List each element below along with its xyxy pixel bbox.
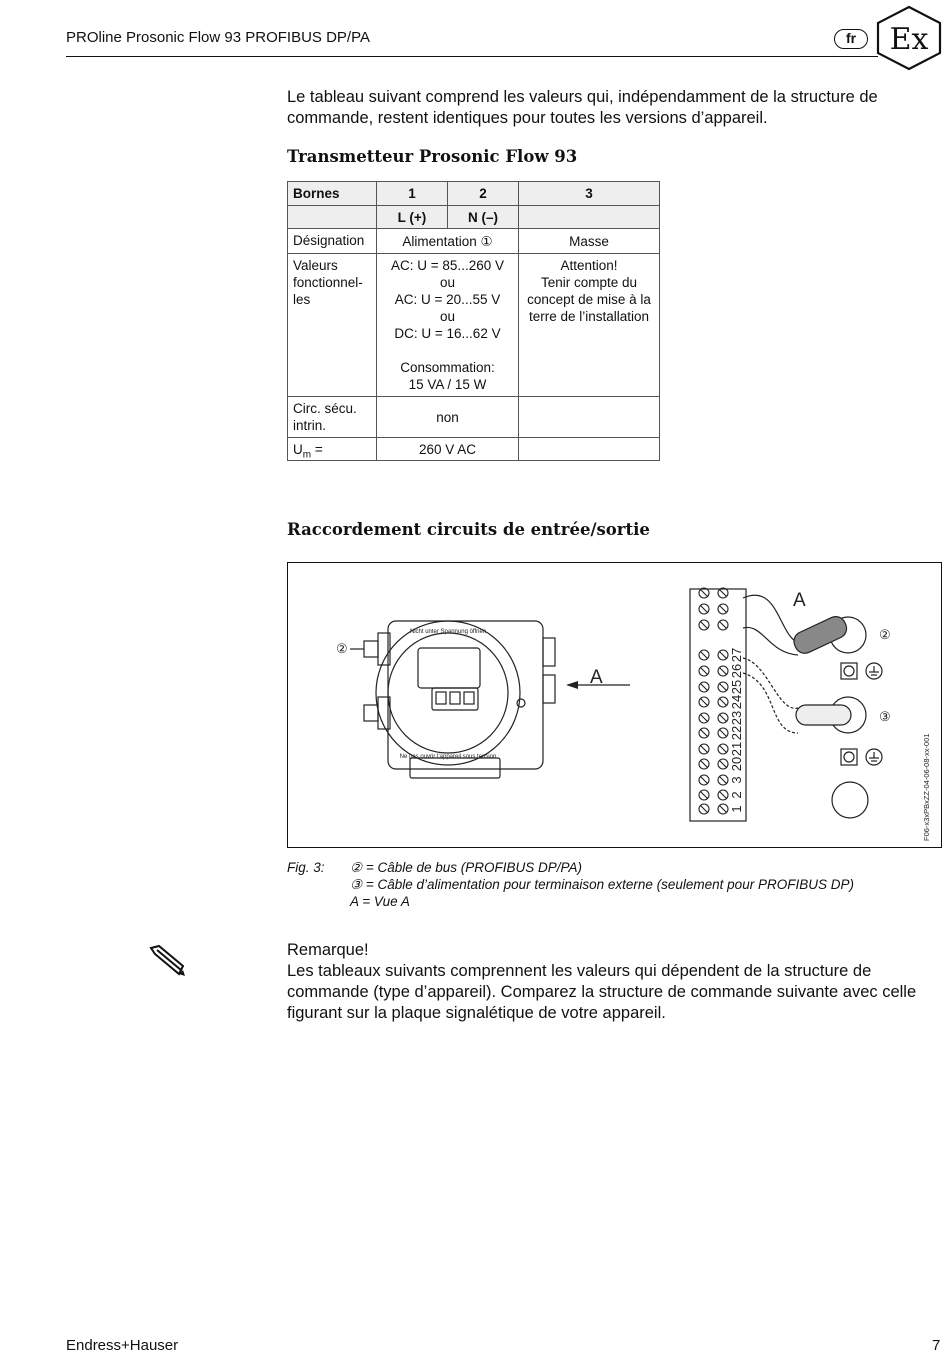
cell-values-power	[376, 253, 519, 397]
terminal-screw-slot	[720, 806, 727, 813]
wiring-figure	[287, 562, 942, 848]
terminal-number: 20	[729, 756, 744, 772]
terminal-screw-slot	[701, 622, 708, 629]
terminal-screw-slot	[720, 590, 727, 597]
terminal-screw-slot	[720, 792, 727, 799]
pencil-note-icon	[147, 944, 187, 983]
consumption-line: Consommation:	[400, 360, 495, 375]
th-l-plus: L (+)	[376, 205, 448, 229]
terminal-screw-slot	[701, 777, 708, 784]
voltage-line: DC: U = 16...62 V	[394, 326, 501, 341]
terminal-screw-slot	[720, 622, 727, 629]
callout-2-left: ②	[336, 641, 348, 656]
terminal-number: 22	[729, 725, 744, 741]
th-bornes: Bornes	[287, 181, 377, 206]
voltage-line: ou	[439, 275, 456, 290]
terminal-screw-slot	[701, 806, 708, 813]
th-n-minus: N (–)	[447, 205, 519, 229]
intro-paragraph: Le tableau suivant comprend les valeurs qui, indépendamment de la structure de commande, restent identiques pour toutes les versions d’appareil.	[287, 88, 878, 127]
blind-plug	[832, 782, 868, 818]
terminal-screw-slot	[720, 699, 727, 706]
figure-code: F06-x3xPBxZZ-04-06-08-xx-001	[922, 733, 931, 841]
terminal-screw-slot	[701, 792, 708, 799]
terminal-screw-slot	[701, 606, 708, 613]
terminal-number: 21	[729, 741, 744, 757]
cable-gland-2	[791, 613, 866, 656]
cell-designation-ground: Masse	[518, 228, 660, 254]
intrinsic-label-line: intrin.	[293, 418, 327, 433]
section-title-transmitter: Transmetteur Prosonic Flow 93	[287, 147, 578, 166]
terminal-screw-slot	[720, 684, 727, 691]
terminal-number: 23	[729, 710, 744, 726]
intrinsic-label-line: Circ. sécu.	[293, 401, 357, 416]
terminal-screw-slot	[701, 699, 708, 706]
th-1: 1	[376, 181, 448, 206]
voltage-line: ou	[439, 309, 456, 324]
warning-line: Tenir compte du	[540, 275, 638, 290]
voltage-line: AC: U = 20...55 V	[394, 292, 501, 307]
terminal-screw-slot	[701, 746, 708, 753]
callout-2-right: ②	[879, 627, 891, 642]
callout-3: ③	[879, 709, 891, 724]
view-a-arrowhead	[566, 681, 578, 689]
voltage-line: AC: U = 85...260 V	[391, 258, 504, 273]
terminal-screw-slot	[701, 684, 708, 691]
values-label-line: les	[293, 292, 311, 307]
terminal-screw-slot	[720, 606, 727, 613]
cell-intrinsic-safety: non	[376, 396, 519, 438]
terminal-number: 25	[729, 679, 744, 695]
terminal-screws	[699, 588, 744, 814]
um-symbol: U	[293, 442, 303, 457]
ex-mark-text: Ex	[889, 22, 929, 57]
ground-terminal-1	[841, 663, 882, 679]
terminal-screw-slot	[720, 730, 727, 737]
terminal-number: 24	[729, 694, 744, 710]
row-label-um	[287, 437, 377, 461]
housing-warning-bottom: Ne pas ouvrir l’appareil sous tension	[399, 754, 497, 760]
th-empty	[287, 205, 377, 229]
terminal-number: 2	[729, 791, 744, 799]
section-title-io-connection: Raccordement circuits de entrée/sortie	[287, 520, 650, 539]
bus-cable	[743, 595, 798, 733]
terminal-screw-slot	[701, 761, 708, 768]
terminal-screw-slot	[701, 715, 708, 722]
terminal-screw-slot	[720, 761, 727, 768]
terminal-screw-slot	[701, 652, 708, 659]
terminal-screw-slot	[701, 668, 708, 675]
caption-line-power: ③ = Câble d’alimentation pour terminaison externe (seulement pour PROFIBUS DP)	[350, 877, 854, 892]
values-label-line: fonctionnel-	[293, 275, 363, 290]
consumption-line: 15 VA / 15 W	[408, 377, 487, 392]
cell-intrinsic-empty	[518, 396, 660, 438]
caption-line-bus: ② = Câble de bus (PROFIBUS DP/PA)	[350, 860, 583, 875]
warning-line: terre de l’installation	[528, 309, 650, 324]
um-equals: =	[311, 442, 323, 457]
warning-line: concept de mise à la	[527, 292, 651, 307]
terminal-screw-slot	[720, 668, 727, 675]
warning-line: Attention!	[560, 258, 618, 273]
header-divider	[66, 56, 878, 57]
terminal-number: 3	[729, 776, 744, 784]
remark-title: Remarque!	[287, 941, 369, 959]
housing-warning-top: Nicht unter Spannung öffnen	[409, 629, 487, 635]
terminal-screw-slot	[720, 777, 727, 784]
terminal-number: 27	[729, 647, 744, 663]
terminal-number: 26	[729, 663, 744, 679]
row-label-designation: Désignation	[287, 228, 377, 254]
view-a-label-left: A	[590, 667, 603, 688]
page-header-title: PROline Prosonic Flow 93 PROFIBUS DP/PA	[66, 29, 370, 46]
values-label-line: Valeurs	[293, 258, 338, 273]
figure-number: Fig. 3:	[287, 860, 325, 875]
cell-values-ground	[518, 253, 660, 397]
ground-terminal-2	[841, 749, 882, 765]
terminal-number: 1	[729, 805, 744, 813]
terminal-screw-slot	[701, 730, 708, 737]
language-badge: fr	[834, 29, 868, 49]
caption-line-view: A = Vue A	[350, 894, 410, 909]
row-label-values	[287, 253, 377, 397]
th-empty-3	[518, 205, 660, 229]
cell-um-value: 260 V AC	[376, 437, 519, 461]
remark-block	[287, 940, 939, 1024]
footer-brand: Endress+Hauser	[66, 1337, 179, 1354]
um-subscript: m	[302, 449, 312, 461]
row-label-intrinsic-safety	[287, 396, 377, 438]
terminal-screw-slot	[720, 652, 727, 659]
view-a-label-right: A	[793, 590, 806, 611]
terminal-screw-slot	[720, 746, 727, 753]
remark-text: Les tableaux suivants comprennent les valeurs qui dépendent de la structure de commande (type d’appareil). Comparez la structure de commande suivante avec celle figurant sur la plaque signalétique de votre appareil.	[287, 962, 917, 1022]
cable-gland-3	[796, 697, 866, 733]
terminal-screw-slot	[701, 590, 708, 597]
th-3: 3	[518, 181, 660, 206]
cell-um-empty	[518, 437, 660, 461]
ex-hexagon-logo	[874, 5, 944, 76]
cell-designation-power: Alimentation ①	[376, 228, 519, 254]
page-number: 7	[932, 1337, 941, 1354]
terminal-screw-slot	[720, 715, 727, 722]
th-2: 2	[447, 181, 519, 206]
